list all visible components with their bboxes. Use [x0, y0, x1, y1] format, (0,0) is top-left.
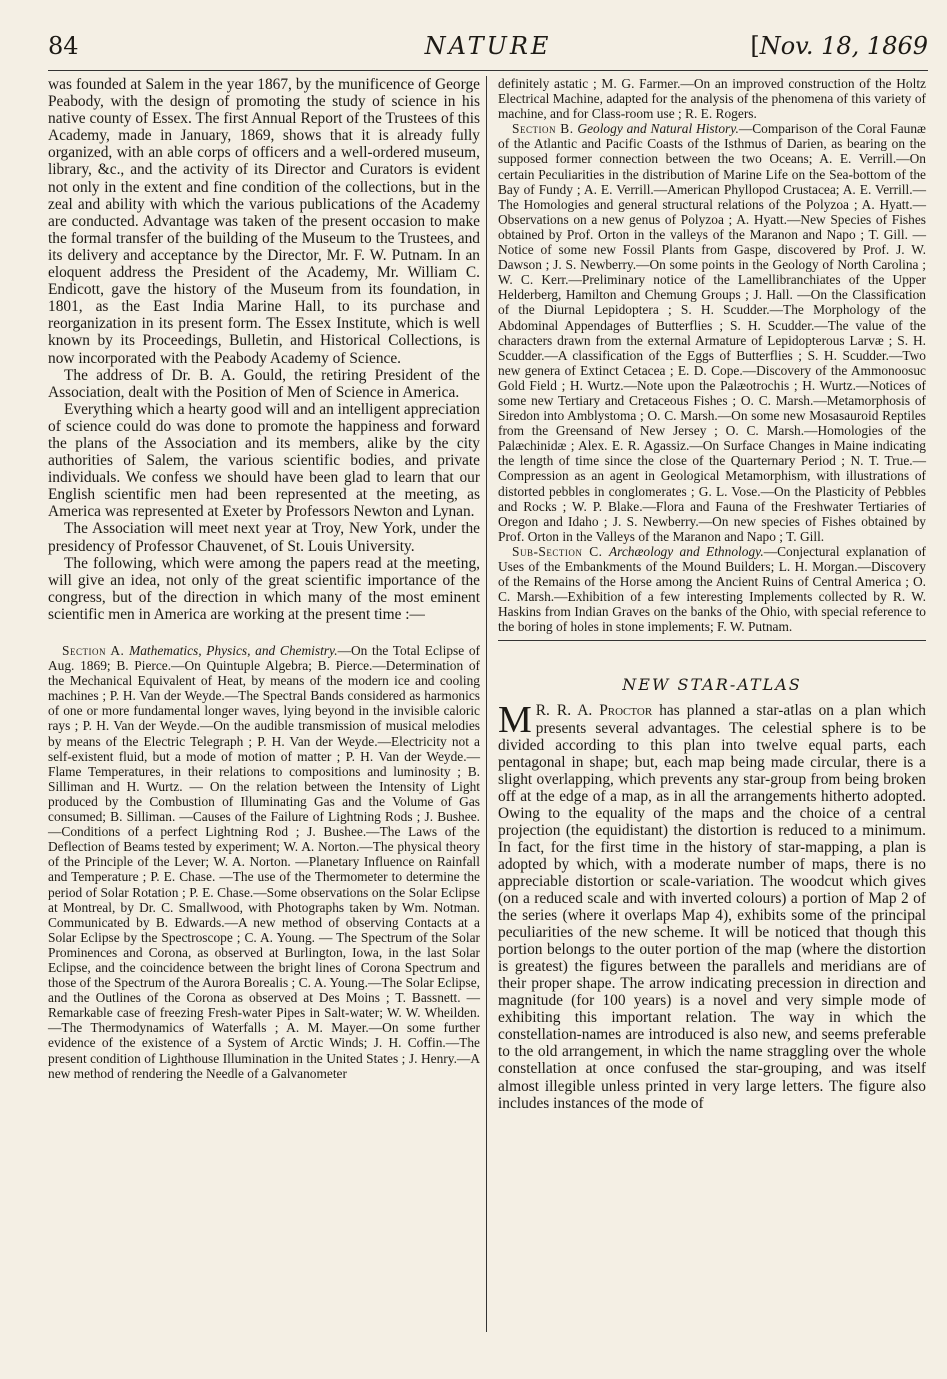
column-divider: [486, 76, 487, 1332]
section-end-rule: [498, 640, 926, 641]
journal-title: NATURE: [424, 32, 552, 60]
date-bracket: [: [750, 32, 760, 60]
section-a-text: —On the Total Eclipse of Aug. 1869; B. Pierce.—On Quintuple Algebra; B. Pierce.—Determination of the Mechanical Equivalent of Heat, by means of the modern ice and cooling machines ; P. H. Van der Weyde.—The Spectral Bands considered as harmonics of one or more fundamental longer waves, lying beyond in the invisible caloric rays ; P. H. Van der Weyde.—On the audible transmission of musical melodies by means of the Electric Telegraph ; P. H. Van der Weyde.—Electricity not a self-existent fluid, but a mode of motion of matter ; P. H. Van der Weyde.—Flame Temperatures, in their relations to compositions and luminosity ; B. Silliman and H. Wurtz. — On the relation between the Intensity of Light produced by the Combustion of Illuminating Gas and the Volume of Gas consumed; B. Silliman. —Causes of the Failure of Lightning Rods ; J. Bushee.—Conditions of a perfect Lightning Rod ; J. Bushee.—The Laws of the Deflection of Beams tested by experiment; W. A. Norton.—The physical theory of the Principle of the Lever; W. A. Norton. —Planetary Influence on Rainfall and Temperature ; P. E. Chase. —The use of the Thermometer to determine the period of Solar Rotation ; P. E. Chase.—Some observations on the Solar Eclipse at Montreal, by Dr. C. Smallwood, with Photographs taken by Wm. Notman. Communicated by B. Edwards.—A new method of observing Contacts at a Solar Eclipse by the Spectroscope ; C. A. Young. — The Spectrum of the Solar Prominences and Corona, as observed at Burlington, Iowa, in the last Solar Eclipse, and the coincidence between the bright lines of Corona Spectrum and those of the Spectrum of the Aurora Borealis ; C. A. Young.—The Solar Eclipse, and the Outlines of the Corona as observed at Des Moins ; T. Bassnett. —Remarkable case of freezing Fresh-water Pipes in Salt-water; W. W. Wheilden.—The Thermodynamics of Waterfalls ; A. M. Mayer.—On some further evidence of the existence of a System of Arctic Winds; J. H. Coffin.—The present condition of Lighthouse Illumination in the United States ; J. Henry.—A new method of rendering the Needle of a Galvanometer: [48, 643, 480, 1081]
page-header: [48, 26, 928, 66]
date-text: Nov. 18, 1869: [759, 32, 928, 60]
intro-paragraph: The Association will meet next year at Troy, New York, under the presidency of Professor Chauvenet, of St. Louis University.: [48, 520, 480, 555]
section-a-continuation: definitely astatic ; M. G. Farmer.—On an improved construction of the Holtz Electrical Machine, adapted for the analysis of the phenomena of this variety of machine, and for Class-room use ; R. E. Rogers.: [498, 76, 926, 122]
section-b-title: Geology and Natural History.: [577, 121, 739, 137]
section-a-label: Section A.: [62, 643, 125, 658]
issue-date: [750, 32, 928, 60]
subsection-c-paragraph: [498, 544, 926, 635]
page-number: 84: [48, 32, 79, 60]
right-column: [498, 76, 926, 1112]
subsection-c-label: Sub-Section C.: [512, 543, 603, 559]
section-a: [48, 643, 480, 1081]
header-rule: [48, 70, 928, 71]
article-lead: R. R. A. Proctor: [535, 702, 653, 720]
intro-section: [48, 76, 480, 623]
intro-paragraph: The address of Dr. B. A. Gould, the retiring President of the Association, dealt with the Position of Men of Science in America.: [48, 366, 480, 401]
section-a-title: Mathematics, Physics, and Chemistry.: [129, 643, 338, 658]
section-b-text: —Comparison of the Coral Faunæ of the Atlantic and Pacific Coasts of the Isthmus of Darien, as bearing on the supposed former connection between the two Oceans; A. E. Verrill.—On certain Peculiarities in the distribution of Marine Life on the Sea-bottom of the Bay of Fundy ; A. E. Verrill.—American Phyllopod Crustacea; A. E. Verrill.—The Homologies and general structural relations of the Polyzoa ; A. Hyatt.—Observations on a new genus of Polyzoa ; A. Hyatt.—New Species of Fishes obtained by Prof. Orton in the valleys of the Maranon and Napo ; T. Gill. —Notice of some new Fossil Plants from Gaspe, discovered by Prof. J. W. Dawson ; J. S. Newberry.—On some points in the Geology of North Carolina ; W. C. Kerr.—Preliminary notice of the Lamellibranchiates of the Upper Helderberg, Hamilton and Chemung Groups ; J. Hall. —On the Classification of the Diurnal Lepidoptera ; S. H. Scudder.—The Morphology of the Abdominal Appendages of Butterflies ; S. H. Scudder.—The value of the characters drawn from the external Armature of Lepidopterous Larvæ ; S. H. Scudder.—A classification of the Eggs of Butterflies ; S. H. Scudder.—Two new genera of Extinct Cetacea ; E. D. Cope.—Discovery of the Ammonoosuc Gold Field ; H. Wurtz.—Note upon the Palæotrochis ; H. Wurtz.—Notices of some new Tertiary and Cretaceous Fishes ; O. C. Marsh.—Metamorphosis of Siredon into Amblystoma ; O. C. Marsh.—On some new Mosasauroid Reptiles from the Greensand of New Jersey ; O. C. Marsh.—Homologies of the Palæchinidæ ; Alex. E. R. Agassiz.—On Surface Changes in Maine indicating the length of time since the close of the Quarternary Period ; N. T. True.—Compression as an agent in Geological Metamorphism, with illustrations of distorted pebbles in conglomerates ; G. L. Vose.—On the Plasticity of Pebbles and Rocks ; W. P. Blake.—Flora and Fauna of the Freshwater Tertiaries of Oregon and Idaho ; J. S. Newberry.—On new species of Fishes obtained by Prof. Orton in the Valleys of the Maranon and Napo ; T. Gill.: [498, 121, 926, 544]
intro-paragraph: The following, which were among the papers read at the meeting, will give an idea, not only of the great scientific importance of the congress, but of the direction in which many of the most eminent scientific men in America are working at the present time :—: [48, 554, 480, 623]
article-title: NEW STAR-ATLAS: [622, 675, 802, 695]
article-paragraph: [498, 699, 926, 1112]
section-a-paragraph: [48, 643, 480, 1081]
star-atlas-article: [498, 675, 926, 1111]
papers-continued: [498, 76, 926, 641]
left-column: [48, 76, 480, 1081]
intro-paragraph: was founded at Salem in the year 1867, by the munificence of George Peabody, with the design of promoting the study of science in his native county of Essex. The first Annual Report of the Trustees of this Academy, made in January, 1869, shows that it is already fully organized, with an able corps of officers and a well-ordered museum, library, &c., and the activity of its Director and Curators is evident not only in the extent and fine condition of the collections, but in the zeal and ability with which the various publications of the Academy are conducted. Advantage was taken of the present occasion to make the formal transfer of the building of the Museum to the Trustees, and its delivery and acceptance by the Director, Mr. F. W. Putnam. In an eloquent address the President of the Academy, Mr. William C. Endicott, gave the history of the Museum from its foundation, in 1801, as the East India Marine Hall, to its purchase and reorganization in its present form. The Essex Institute, which is well known by its Proceedings, Bulletin, and Historical Collections, is now incorporated with the Peabody Academy of Science.: [48, 76, 480, 367]
intro-paragraph: Everything which a hearty good will and an intelligent appreciation of science could do was done to promote the happiness and forward the plans of the Association and its members, alike by the city authorities of Salem, the various scientific bodies, and private individuals. We confess we should have been glad to learn that our English scientific men had been represented at the meeting, as America was represented at Exeter by Professors Newton and Lynan.: [48, 400, 480, 521]
article-text: has planned a star-atlas on a plan which presents several advantages. The celestial sphere is to be divided according to this plan into twelve equal parts, each pentagonal in shape; but, each map being made circular, there is a slight overlapping, which prevents any star-group from being broken off at the edge of a map, as in all the arrangements hitherto adopted. Owing to the equality of the maps and the choice of a central projection (the equidistant) the distortion is reduced to a minimum. In fact, for the first time in the history of star-mapping, a plan is adopted by which, with a moderate number of maps, there is no appreciable distortion or scale-variation. The woodcut which gives (on a reduced scale and with inverted colours) a portion of Map 2 of the series (where it overlaps Map 4), exhibits some of the principal peculiarities of the new scheme. It will be noticed that though this portion belongs to the outer portion of the map (where the distortion is greatest) the figures between the parallels and meridians are of their proper shape. The arrow indicating precession in direction and magnitude (for 100 years) is a novel and very simple mode of exhibiting this important relation. The way in which the constellation-names are introduced is also new, and seems preferable to the old arrangement, in which the name straggling over the whole constellation at once confused the star-grouping, and was itself almost illegible unless printed in very large letters. The figure also includes instances of the mode of: [498, 702, 926, 1112]
subsection-c-text: —Conjectural explanation of Uses of the Embankments of the Mound Builders; L. H. Morgan.—Discovery of the Remains of the Horse among the Ancient Ruins of Central America ; O. C. Marsh.—Exhibition of a few interesting Implements collected by R. W. Haskins from Indian Graves on the banks of the Ohio, with special reference to the boring of holes in stone implements; F. W. Putnam.: [498, 543, 926, 635]
subsection-c-title: Archæology and Ethnology.: [608, 543, 764, 559]
drop-cap: M: [498, 699, 532, 742]
section-b-label: Section B.: [512, 121, 574, 137]
section-b-paragraph: [498, 121, 926, 544]
